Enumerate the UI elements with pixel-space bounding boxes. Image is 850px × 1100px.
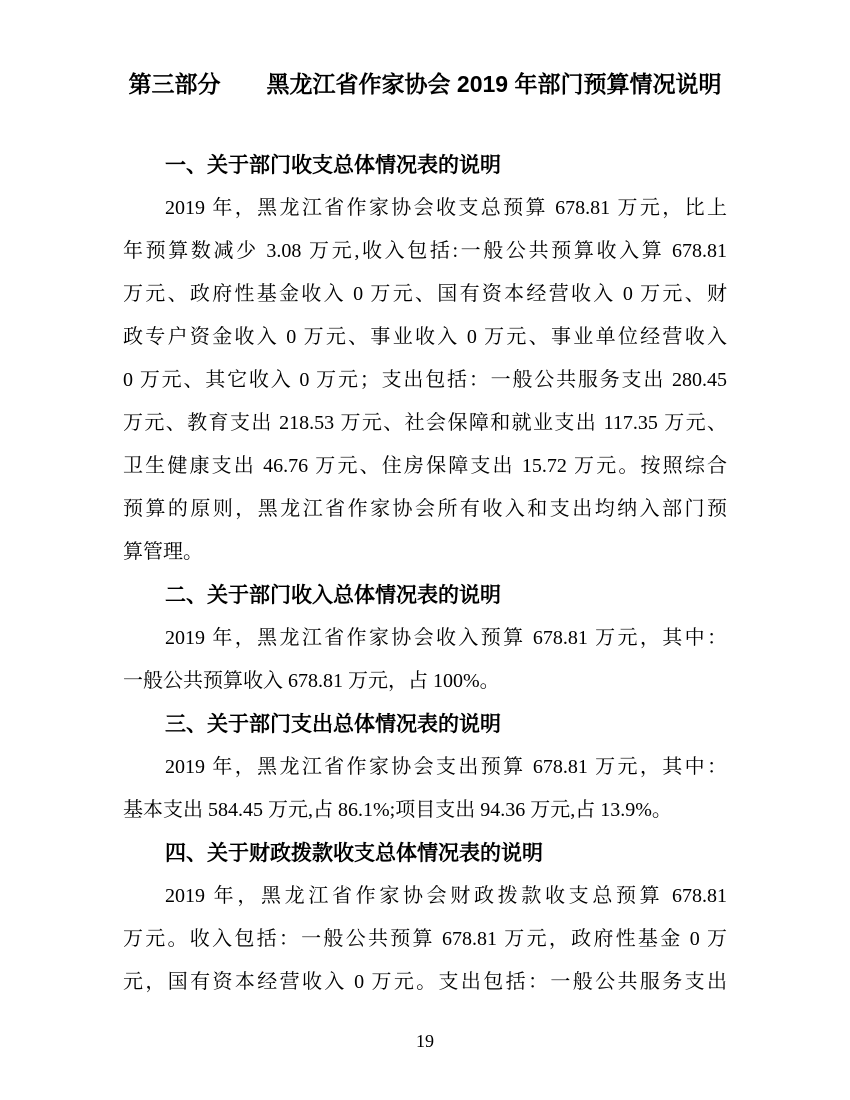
section <box>123 574 727 703</box>
text-line: 0 万元、其它收入 0 万元；支出包括：一般公共服务支出 280.45 <box>123 369 727 391</box>
document-title: 第三部分 黑龙江省作家协会 2019 年部门预算情况说明 <box>128 71 722 97</box>
paragraph <box>123 746 727 832</box>
section-heading: 三、关于部门支出总体情况表的说明 <box>165 713 501 736</box>
section-heading: 一、关于部门收支总体情况表的说明 <box>165 154 501 177</box>
text-line: 2019 年，黑龙江省作家协会收支总预算 678.81 万元，比上 <box>165 197 727 219</box>
section-heading: 二、关于部门收入总体情况表的说明 <box>165 584 501 607</box>
text-line: 预算的原则，黑龙江省作家协会所有收入和支出均纳入部门预 <box>123 498 727 520</box>
paragraph <box>123 875 727 1004</box>
document-content <box>123 0 727 1004</box>
section <box>123 703 727 832</box>
document-body <box>123 144 727 1004</box>
page-number: 19 <box>416 1031 434 1051</box>
text-line: 万元、政府性基金收入 0 万元、国有资本经营收入 0 万元、财 <box>123 283 727 305</box>
text-line: 政专户资金收入 0 万元、事业收入 0 万元、事业单位经营收入 <box>123 326 727 348</box>
text-line: 年预算数减少 3.08 万元,收入包括:一般公共预算收入算 678.81 <box>123 240 727 262</box>
text-line: 万元、教育支出 218.53 万元、社会保障和就业支出 117.35 万元、 <box>123 412 727 434</box>
text-line: 2019 年，黑龙江省作家协会支出预算 678.81 万元，其中： <box>165 756 727 778</box>
text-line: 元，国有资本经营收入 0 万元。支出包括：一般公共服务支出 <box>123 971 727 993</box>
section <box>123 144 727 574</box>
text-line: 一般公共预算收入 678.81 万元，占 100%。 <box>123 670 500 692</box>
text-line: 基本支出 584.45 万元,占 86.1%;项目支出 94.36 万元,占 13.9%。 <box>123 799 672 821</box>
section <box>123 832 727 1004</box>
text-line: 万元。收入包括：一般公共预算 678.81 万元，政府性基金 0 万 <box>123 928 727 950</box>
text-line: 卫生健康支出 46.76 万元、住房保障支出 15.72 万元。按照综合 <box>123 455 727 477</box>
text-line: 2019 年，黑龙江省作家协会收入预算 678.81 万元，其中： <box>165 627 727 649</box>
paragraph <box>123 617 727 703</box>
section-heading: 四、关于财政拨款收支总体情况表的说明 <box>165 842 543 865</box>
text-line: 2019 年，黑龙江省作家协会财政拨款收支总预算 678.81 <box>165 885 727 907</box>
paragraph <box>123 187 727 574</box>
text-line: 算管理。 <box>123 541 203 563</box>
